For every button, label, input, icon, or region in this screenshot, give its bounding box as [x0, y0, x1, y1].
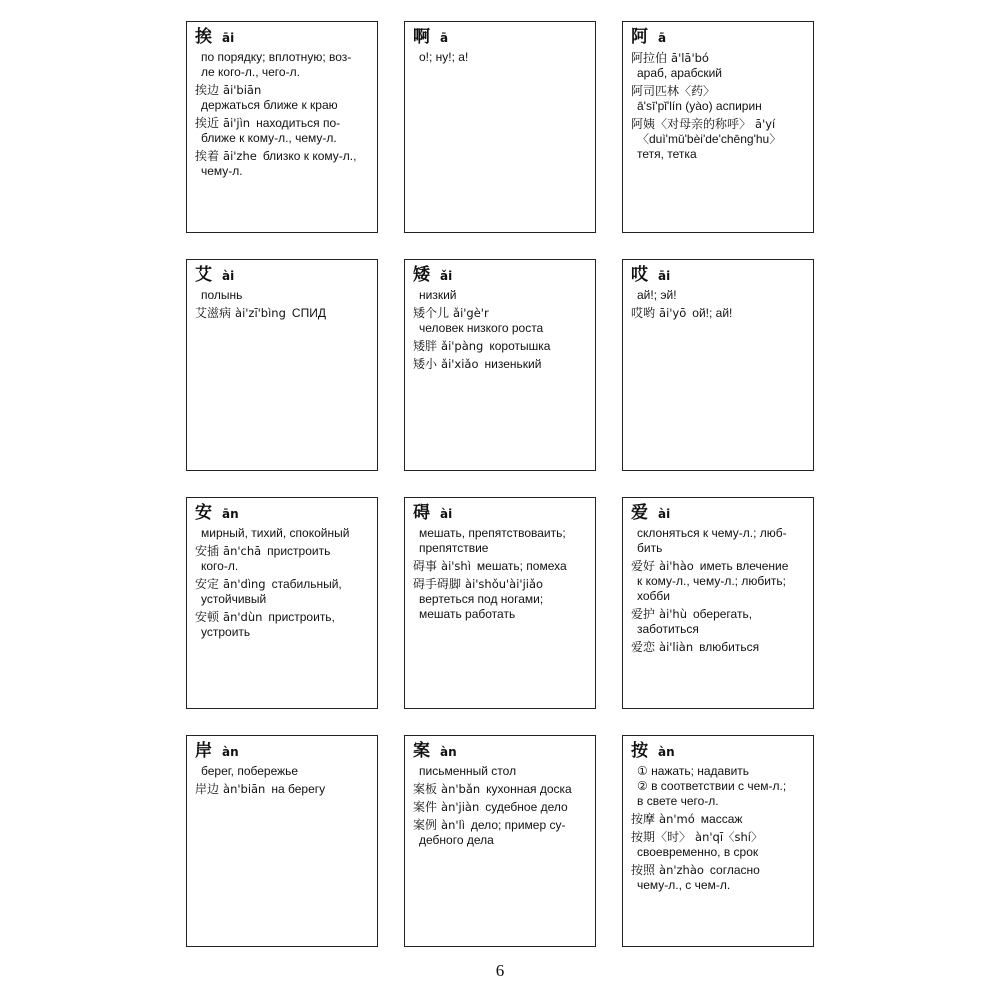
definition-line: мирный, тихий, спокойный: [201, 526, 350, 540]
entry-hanzi: 挨边: [195, 83, 220, 97]
entry-hanzi: 案板: [413, 782, 438, 796]
entry-continuation: ближе к кому-л., чему-л.: [201, 131, 337, 145]
entry-continuation: держаться ближе к краю: [201, 98, 338, 112]
entry-hanzi: 爱恋: [631, 640, 656, 654]
entry-hanzi: 按照: [631, 863, 656, 877]
card-header: [413, 741, 587, 762]
headword: 啊: [413, 27, 430, 46]
definition-line: бить: [637, 541, 663, 555]
compound-entry: [631, 84, 805, 114]
dictionary-card: [622, 259, 814, 471]
entry-hanzi: 安顿: [195, 610, 220, 624]
compound-entry: [413, 782, 587, 797]
entry-continuation: чему-л., с чем-л.: [637, 878, 731, 892]
entry-continuation: вертеться под ногами;: [419, 592, 544, 606]
entry-pinyin: ān'dùn: [223, 610, 263, 624]
card-header: [195, 503, 369, 524]
entry-translation: близко к кому-л.,: [262, 149, 357, 163]
entry-pinyin: àn'qī〈shí〉: [695, 830, 763, 844]
card-header: [195, 741, 369, 762]
headword: 矮: [413, 265, 430, 284]
entry-hanzi: 安定: [195, 577, 220, 591]
definition-line: ай!; эй!: [637, 288, 677, 302]
entry-hanzi: 阿姨〈对母亲的称呼〉: [631, 117, 752, 131]
card-header: [631, 27, 805, 48]
card-header: [195, 27, 369, 48]
entry-pinyin: ā'lā'bó: [671, 51, 709, 65]
card-header: [631, 265, 805, 286]
entry-pinyin: àn'jiàn: [441, 800, 480, 814]
entry-pinyin: àn'zhào: [659, 863, 704, 877]
entry-pinyin: āi'jìn: [223, 116, 251, 130]
compound-entry: [631, 640, 805, 655]
compound-entry: [195, 782, 369, 797]
entry-translation: СПИД: [291, 306, 326, 320]
entry-continuation: хобби: [637, 589, 670, 603]
entry-pinyin: àn'biān: [223, 782, 266, 796]
entry-pinyin: ài'hù: [659, 607, 687, 621]
card-header: [631, 503, 805, 524]
entry-continuation: кого-л.: [201, 559, 239, 573]
compound-entry: [631, 306, 805, 321]
entry-translation: дело; пример су-: [470, 818, 566, 832]
entry-hanzi: 矮个儿: [413, 306, 450, 320]
definition-line: письменный стол: [419, 764, 517, 778]
compound-entry: [631, 51, 805, 81]
entry-pinyin: ǎi'gè'r: [453, 306, 489, 320]
compound-entry: [195, 116, 369, 146]
compound-entry: [631, 559, 805, 604]
headword-pinyin: āi: [222, 31, 235, 45]
headword-pinyin: ā: [440, 31, 449, 45]
entry-pinyin: àn'mó: [659, 812, 695, 826]
entry-translation: массаж: [700, 812, 743, 826]
card-header: [413, 503, 587, 524]
entry-hanzi: 挨着: [195, 149, 220, 163]
entry-pinyin: āi'zhe: [223, 149, 257, 163]
entry-translation: низенький: [484, 357, 542, 371]
entry-translation: согласно: [709, 863, 760, 877]
definition-line: низкий: [419, 288, 457, 302]
card-header: [631, 741, 805, 762]
definition-line: препятствие: [419, 541, 489, 555]
definition-line: о!; ну!; а!: [419, 50, 469, 64]
entry-pinyin: āi'biān: [223, 83, 262, 97]
entry-pinyin: àn'lì: [441, 818, 465, 832]
entry-hanzi: 岸边: [195, 782, 220, 796]
entry-hanzi: 按摩: [631, 812, 656, 826]
entry-pinyin: ān'dìng: [223, 577, 266, 591]
page-number: 6: [495, 961, 505, 980]
entry-translation: влюбиться: [699, 640, 760, 654]
entry-pinyin: ǎi'pàng: [441, 339, 484, 353]
entry-continuation: устойчивый: [201, 592, 267, 606]
entry-hanzi: 安插: [195, 544, 220, 558]
entry-continuation: дебного дела: [419, 833, 494, 847]
entry-hanzi: 哎哟: [631, 306, 656, 320]
definition-line: мешать, препятствоваить;: [419, 526, 566, 540]
headword: 阿: [631, 27, 648, 46]
compound-entry: [631, 117, 805, 162]
entry-continuation: ā'sī'pǐ'lín (yào) аспирин: [637, 99, 762, 113]
entry-pinyin: ān'chā: [223, 544, 262, 558]
compound-entry: [413, 818, 587, 848]
entry-pinyin: āi'yō: [659, 306, 687, 320]
entry-hanzi: 阿司匹林〈药〉: [631, 84, 716, 98]
entry-hanzi: 按期〈时〉: [631, 830, 692, 844]
entry-pinyin: ài'hào: [659, 559, 694, 573]
definition-line: ② в соответствии с чем-л.;: [637, 779, 787, 793]
entry-hanzi: 阿拉伯: [631, 51, 668, 65]
headword: 碍: [413, 503, 430, 522]
definition-line: ле кого-л., чего-л.: [201, 65, 300, 79]
headword-pinyin: ǎi: [440, 269, 453, 283]
headword: 挨: [195, 27, 212, 46]
compound-entry: [631, 863, 805, 893]
entry-translation: оберегать,: [693, 607, 753, 621]
headword-pinyin: ài: [222, 269, 235, 283]
card-header: [413, 265, 587, 286]
dictionary-card: [186, 497, 378, 709]
definition-line: полынь: [201, 288, 243, 302]
entry-hanzi: 案件: [413, 800, 438, 814]
dictionary-card: [186, 259, 378, 471]
entry-hanzi: 艾滋病: [195, 306, 232, 320]
headword-pinyin: ài: [658, 507, 671, 521]
headword: 艾: [195, 265, 212, 284]
card-header: [195, 265, 369, 286]
headword-pinyin: àn: [222, 745, 239, 759]
entry-translation: пристроить,: [268, 610, 335, 624]
compound-entry: [195, 83, 369, 113]
dictionary-card: [404, 735, 596, 947]
compound-entry: [631, 830, 805, 860]
dictionary-card: [404, 21, 596, 233]
compound-entry: [413, 306, 587, 336]
headword-pinyin: ā: [658, 31, 667, 45]
entry-hanzi: 挨近: [195, 116, 220, 130]
entry-pinyin: ài'shì: [441, 559, 471, 573]
dictionary-card: [186, 21, 378, 233]
compound-entry: [195, 306, 369, 321]
entry-hanzi: 矮胖: [413, 339, 438, 353]
entry-continuation: чему-л.: [201, 164, 243, 178]
entry-hanzi: 案例: [413, 818, 438, 832]
entry-translation: ой!; ай!: [692, 306, 733, 320]
definition-line: в свете чего-л.: [637, 794, 719, 808]
compound-entry: [413, 800, 587, 815]
definition-line: ① нажать; надавить: [637, 764, 750, 778]
compound-entry: [413, 339, 587, 354]
headword: 按: [631, 741, 648, 760]
card-header: [413, 27, 587, 48]
headword: 爱: [631, 503, 648, 522]
entry-hanzi: 爱护: [631, 607, 656, 621]
entry-translation: судебное дело: [485, 800, 568, 814]
compound-entry: [413, 559, 587, 574]
definition-line: склоняться к чему-л.; люб-: [637, 526, 787, 540]
entry-pinyin: àn'bǎn: [441, 782, 481, 796]
headword: 岸: [195, 741, 212, 760]
entry-continuation: устроить: [201, 625, 251, 639]
entry-pinyin: ǎi'xiǎo: [441, 357, 479, 371]
entry-continuation: человек низкого роста: [419, 321, 544, 335]
headword-pinyin: àn: [440, 745, 457, 759]
entry-translation: на берегу: [271, 782, 326, 796]
entry-hanzi: 矮小: [413, 357, 438, 371]
dictionary-card: [404, 497, 596, 709]
dictionary-card: [622, 21, 814, 233]
entry-translation: находиться по-: [256, 116, 341, 130]
compound-entry: [413, 357, 587, 372]
compound-entry: [195, 544, 369, 574]
headword: 案: [413, 741, 430, 760]
entry-translation: стабильный,: [271, 577, 342, 591]
headword: 哎: [631, 265, 648, 284]
entry-pinyin: ài'liàn: [659, 640, 694, 654]
entry-pinyin: ài'shǒu'ài'jiǎo: [465, 577, 544, 591]
entry-translation: иметь влечение: [699, 559, 789, 573]
compound-entry: [195, 610, 369, 640]
compound-entry: [195, 577, 369, 607]
entry-continuation: своевременно, в срок: [637, 845, 759, 859]
compound-entry: [195, 149, 369, 179]
entry-translation: мешать; помеха: [476, 559, 567, 573]
entry-continuation: тетя, тетка: [637, 147, 697, 161]
definition-line: по порядку; вплотную; воз-: [201, 50, 352, 64]
compound-entry: [413, 577, 587, 622]
entry-continuation: араб, арабский: [637, 66, 722, 80]
entry-pinyin: ā'yí: [755, 117, 776, 131]
compound-entry: [631, 607, 805, 637]
headword-pinyin: ān: [222, 507, 239, 521]
entry-hanzi: 碍事: [413, 559, 438, 573]
dictionary-card: [622, 497, 814, 709]
headword-pinyin: āi: [658, 269, 671, 283]
headword-pinyin: ài: [440, 507, 453, 521]
dictionary-card: [186, 735, 378, 947]
entry-translation: пристроить: [267, 544, 331, 558]
entry-translation: кухонная доска: [486, 782, 572, 796]
definition-line: берег, побережье: [201, 764, 299, 778]
entry-pinyin: ài'zī'bìng: [235, 306, 286, 320]
entry-hanzi: 碍手碍脚: [413, 577, 462, 591]
entry-continuation: мешать работать: [419, 607, 516, 621]
card-grid: [186, 21, 814, 947]
dictionary-card: [622, 735, 814, 947]
entry-continuation: 〈duì'mǔ'bèi'de'chēng'hu〉: [637, 132, 782, 146]
entry-hanzi: 爱好: [631, 559, 656, 573]
entry-continuation: к кому-л., чему-л.; любить;: [637, 574, 786, 588]
dictionary-card: [404, 259, 596, 471]
entry-translation: коротышка: [489, 339, 551, 353]
compound-entry: [631, 812, 805, 827]
entry-continuation: заботиться: [637, 622, 699, 636]
headword-pinyin: àn: [658, 745, 675, 759]
headword: 安: [195, 503, 212, 522]
